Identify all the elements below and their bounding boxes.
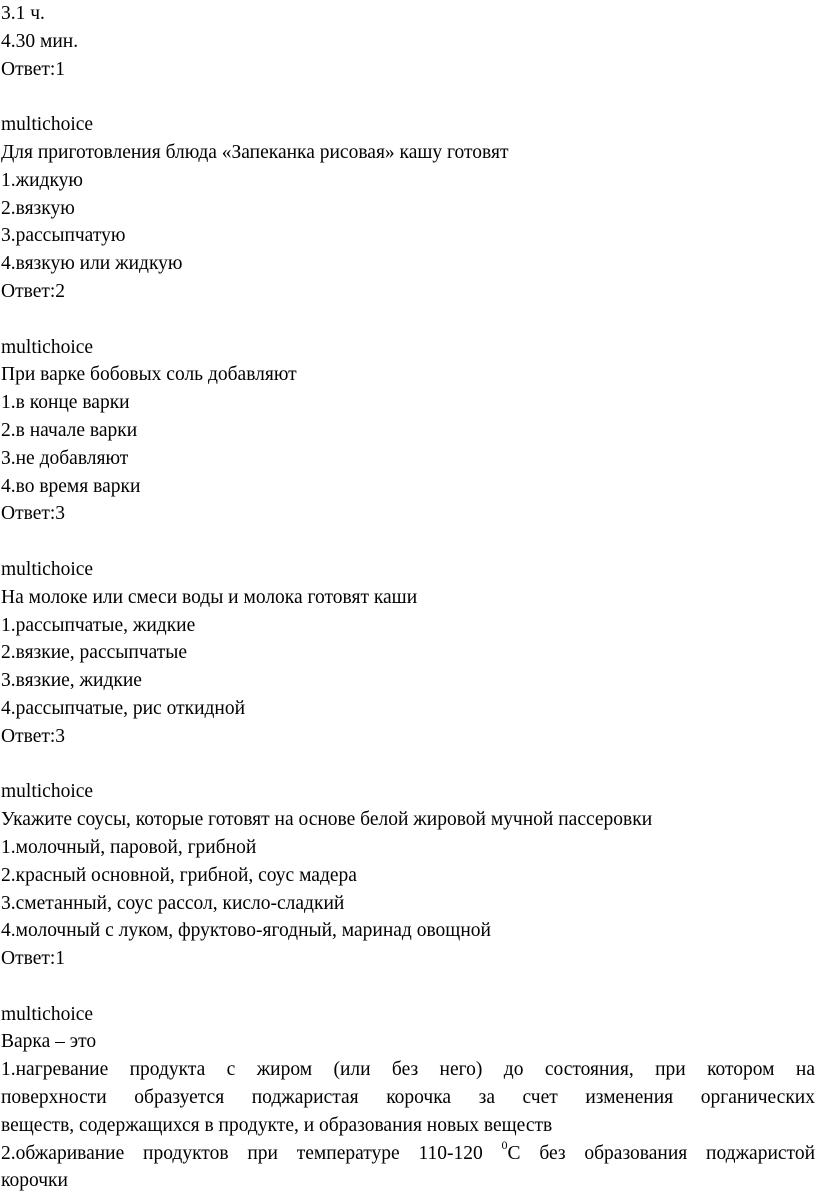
option-2: 2.вязкие, рассыпчатые — [1, 642, 188, 664]
option-2-text-before: 2.обжаривание продуктов при температуре 110-120 — [1, 1142, 502, 1164]
answer-line: Ответ:1 — [1, 948, 66, 970]
option-2: 2.в начале варки — [1, 419, 138, 441]
blank-line — [1, 528, 815, 556]
question-type: multichoice — [1, 1003, 94, 1025]
blank-line — [1, 306, 815, 334]
question-type: multichoice — [1, 781, 94, 803]
option-2-line-2: корочки — [1, 1170, 68, 1192]
option-2-line-1 — [1, 1140, 815, 1168]
option-3: 3.1 ч. — [1, 3, 45, 24]
question-text: Укажите соусы, которые готовят на основе белой жировой мучной пассеровки — [1, 809, 653, 831]
answer-line: Ответ:1 — [1, 58, 66, 80]
option-4: 4.во время варки — [1, 475, 141, 497]
option-3: 3.сметанный, соус рассол, кисло-сладкий — [1, 892, 345, 914]
blank-line — [1, 83, 815, 111]
option-2: 2.красный основной, грибной, соус мадера — [1, 864, 357, 886]
option-4: 4.молочный с луком, фруктово-ягодный, маринад овощной — [1, 920, 491, 942]
option-3: 3.не добавляют — [1, 447, 129, 469]
option-1-line-2: поверхности образуется поджаристая корочка за счет изменения органических — [1, 1087, 815, 1109]
question-type: multichoice — [1, 336, 94, 358]
question-type: multichoice — [1, 114, 94, 136]
blank-line — [1, 973, 815, 1001]
degree-superscript: 0 — [501, 1139, 508, 1153]
option-3: 3.рассыпчатую — [1, 225, 126, 247]
question-text: Для приготовления блюда «Запеканка рисовая» кашу готовят — [1, 141, 509, 163]
answer-line: Ответ:3 — [1, 503, 66, 525]
option-4: 4.рассыпчатые, рис откидной — [1, 697, 246, 719]
option-1: 1.молочный, паровой, грибной — [1, 836, 257, 858]
option-1: 1.рассыпчатые, жидкие — [1, 614, 196, 636]
option-1: 1.в конце варки — [1, 392, 130, 414]
option-2-text-after: С без образования поджаристой — [507, 1142, 815, 1164]
option-3: 3.вязкие, жидкие — [1, 670, 142, 692]
option-4: 4.30 мин. — [1, 30, 79, 52]
answer-line: Ответ:2 — [1, 280, 66, 302]
option-1-line-1: 1.нагревание продукта с жиром (или без него) до состояния, при котором на — [1, 1059, 815, 1081]
question-type: multichoice — [1, 558, 94, 580]
question-text: При варке бобовых соль добавляют — [1, 364, 297, 386]
question-text: Варка – это — [1, 1031, 97, 1053]
option-1: 1.жидкую — [1, 169, 83, 191]
option-2: 2.вязкую — [1, 197, 75, 219]
option-1-line-3: веществ, содержащихся в продукте, и образования новых веществ — [1, 1114, 553, 1136]
answer-line: Ответ:3 — [1, 725, 66, 747]
question-text: На молоке или смеси воды и молока готовят каши — [1, 586, 418, 608]
option-4: 4.вязкую или жидкую — [1, 253, 183, 275]
blank-line — [1, 751, 815, 779]
